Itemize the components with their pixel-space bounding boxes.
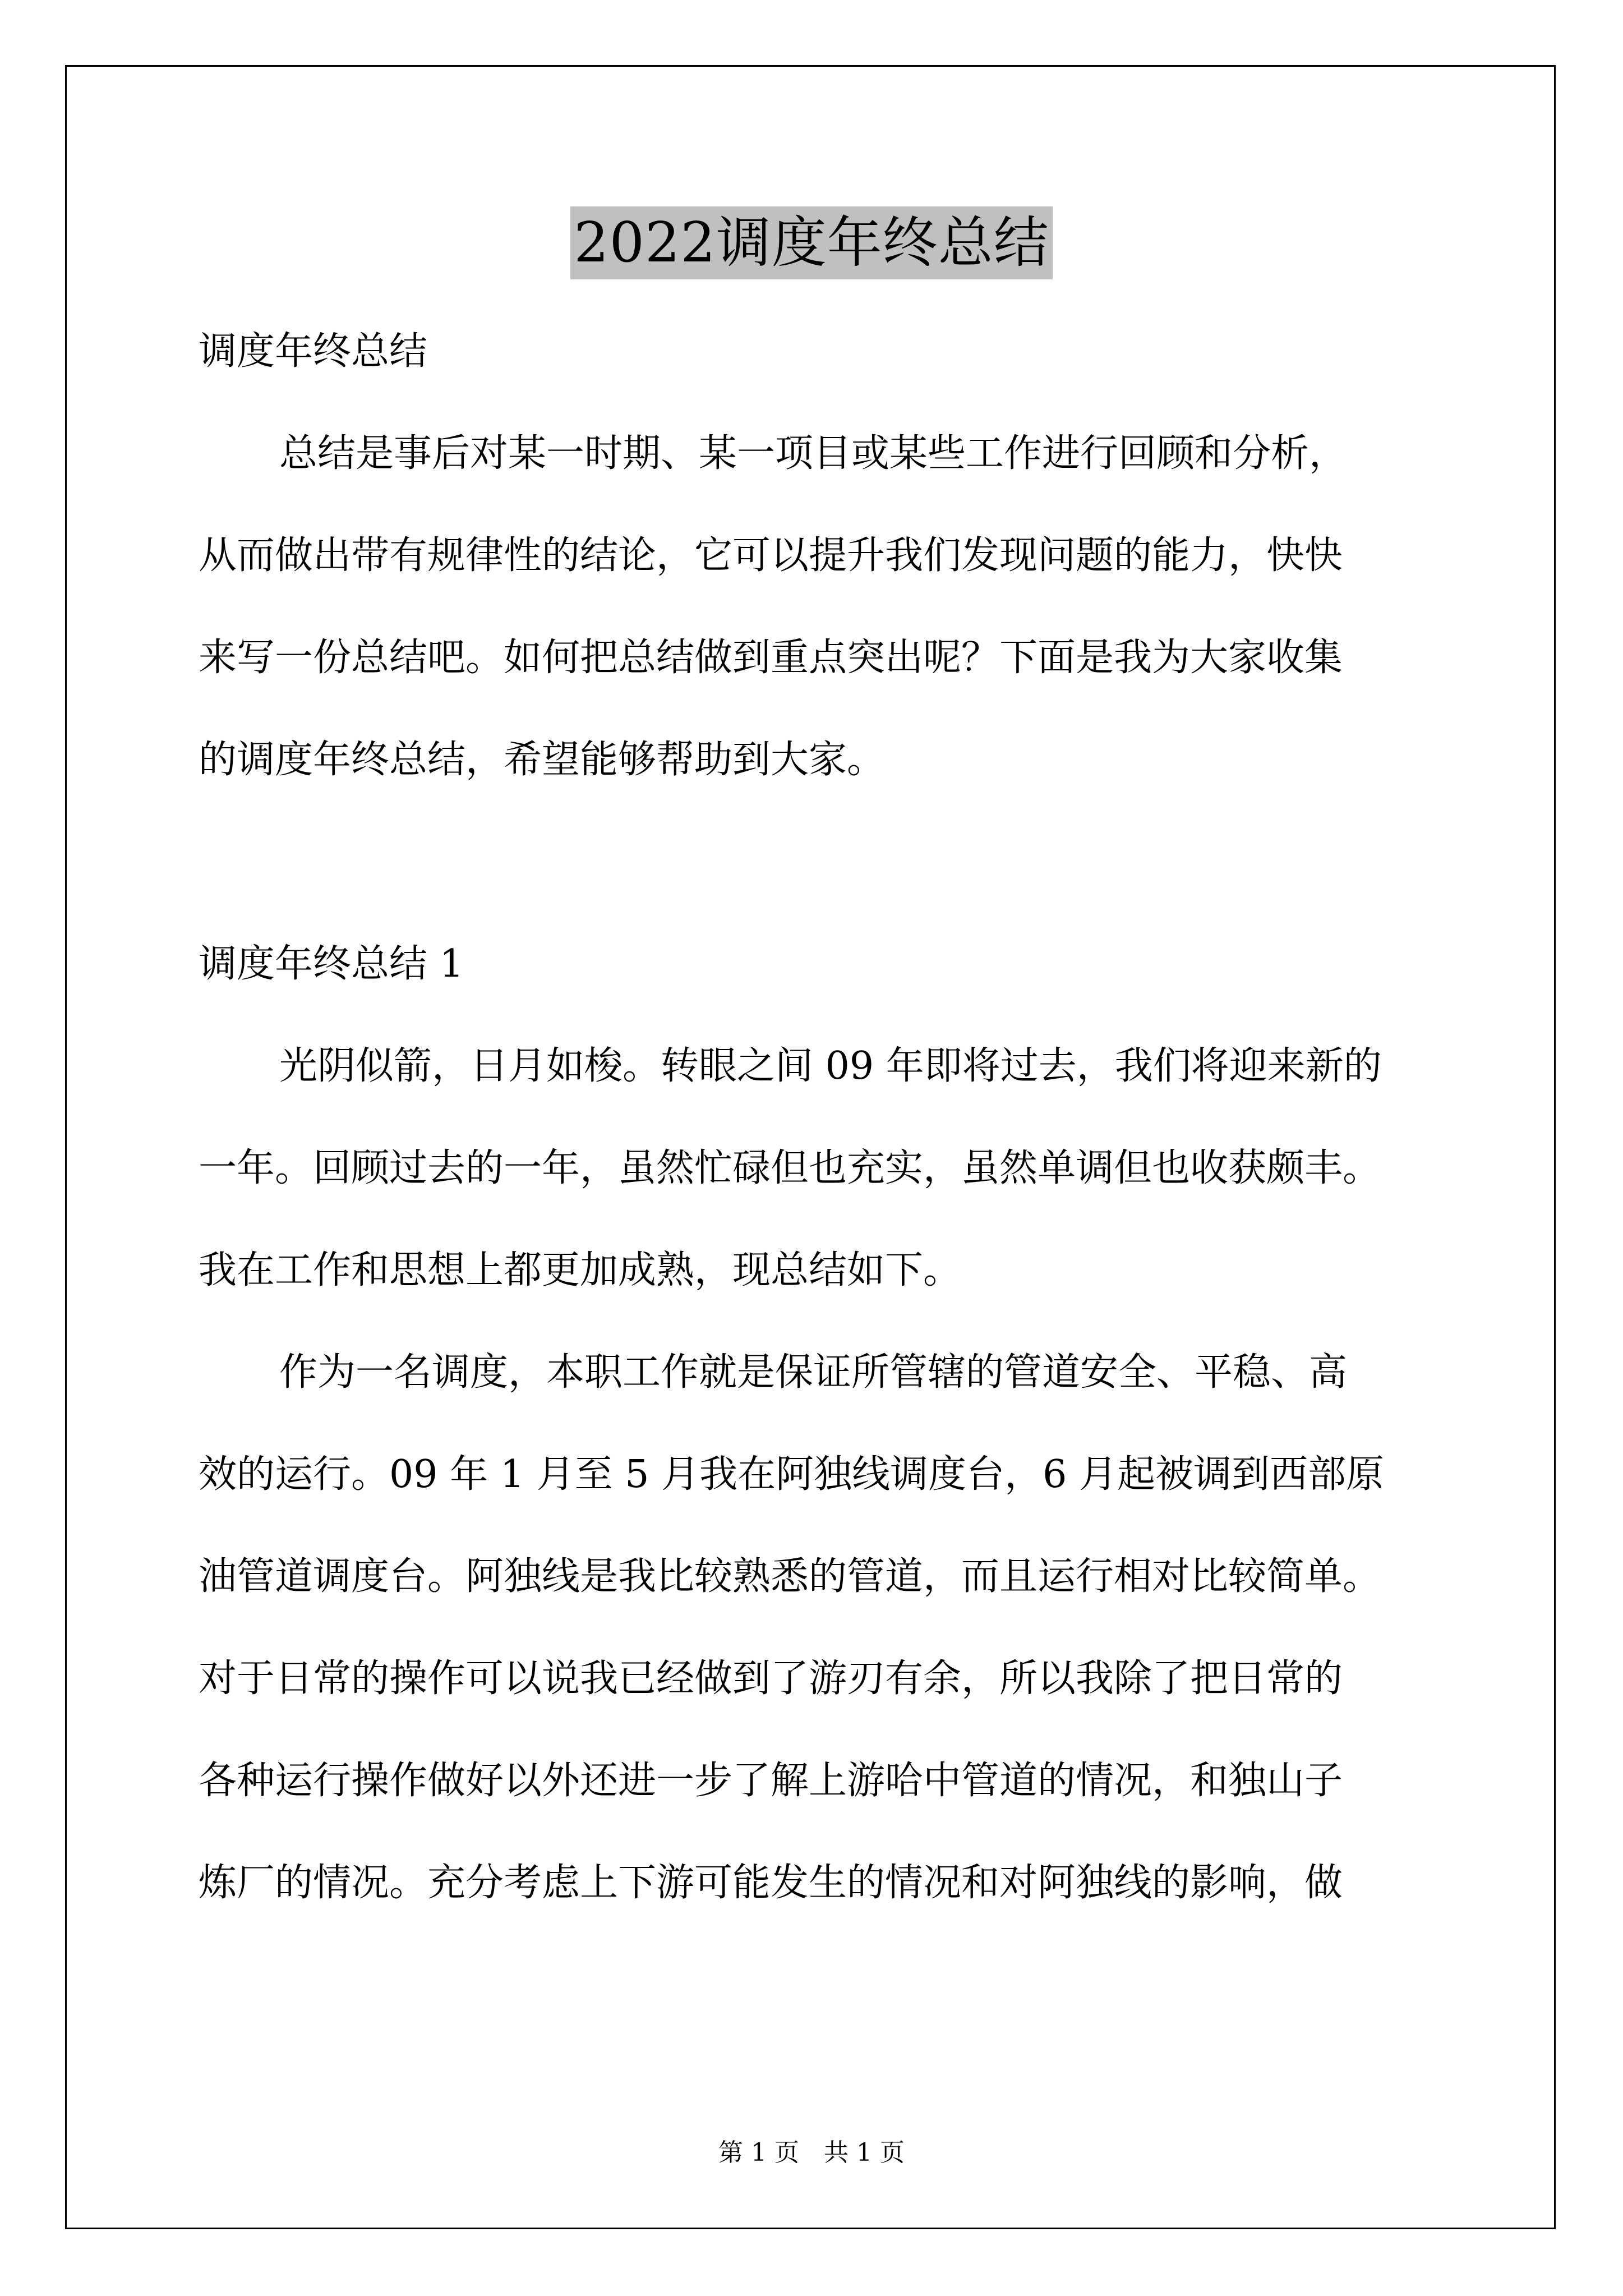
paragraph-line: 油管道调度台。阿独线是我比较熟悉的管道，而且运行相对比较简单。	[199, 1554, 1381, 1599]
paragraph-line: 作为一名调度，本职工作就是保证所管辖的管道安全、平稳、高	[279, 1350, 1348, 1395]
document-title: 2022调度年终总结	[570, 206, 1052, 279]
subtitle: 调度年终总结	[199, 329, 428, 374]
paragraph-line: 对于日常的操作可以说我已经做到了游刃有余，所以我除了把日常的	[199, 1657, 1343, 1701]
intro-line: 的调度年终总结，希望能够帮助到大家。	[199, 738, 886, 782]
paragraph-line: 我在工作和思想上都更加成熟，现总结如下。	[199, 1248, 962, 1292]
paragraph-line: 炼厂的情况。充分考虑上下游可能发生的情况和对阿独线的影响，做	[199, 1861, 1343, 1905]
title-area	[0, 206, 1623, 279]
paragraph-line: 效的运行。09 年 1 月至 5 月我在阿独线调度台，6 月起被调到西部原	[199, 1452, 1385, 1497]
section-heading: 调度年终总结 1	[199, 942, 464, 986]
paragraph-line: 一年。回顾过去的一年，虽然忙碌但也充实，虽然单调但也收获颇丰。	[199, 1146, 1381, 1190]
intro-line: 来写一份总结吧。如何把总结做到重点突出呢？下面是我为大家收集	[199, 636, 1343, 680]
paragraph-line: 光阴似箭，日月如梭。转眼之间 09 年即将过去，我们将迎来新的	[279, 1044, 1382, 1088]
paragraph-line: 各种运行操作做好以外还进一步了解上游哈中管道的情况，和独山子	[199, 1759, 1343, 1803]
document-body	[199, 301, 1427, 1934]
intro-line: 总结是事后对某一时期、某一项目或某些工作进行回顾和分析，	[279, 431, 1348, 476]
page-footer: 第 1 页 共 1 页	[718, 2138, 905, 2167]
intro-line: 从而做出带有规律性的结论，它可以提升我们发现问题的能力，快快	[199, 533, 1343, 578]
paragraph-gap	[199, 811, 1427, 913]
